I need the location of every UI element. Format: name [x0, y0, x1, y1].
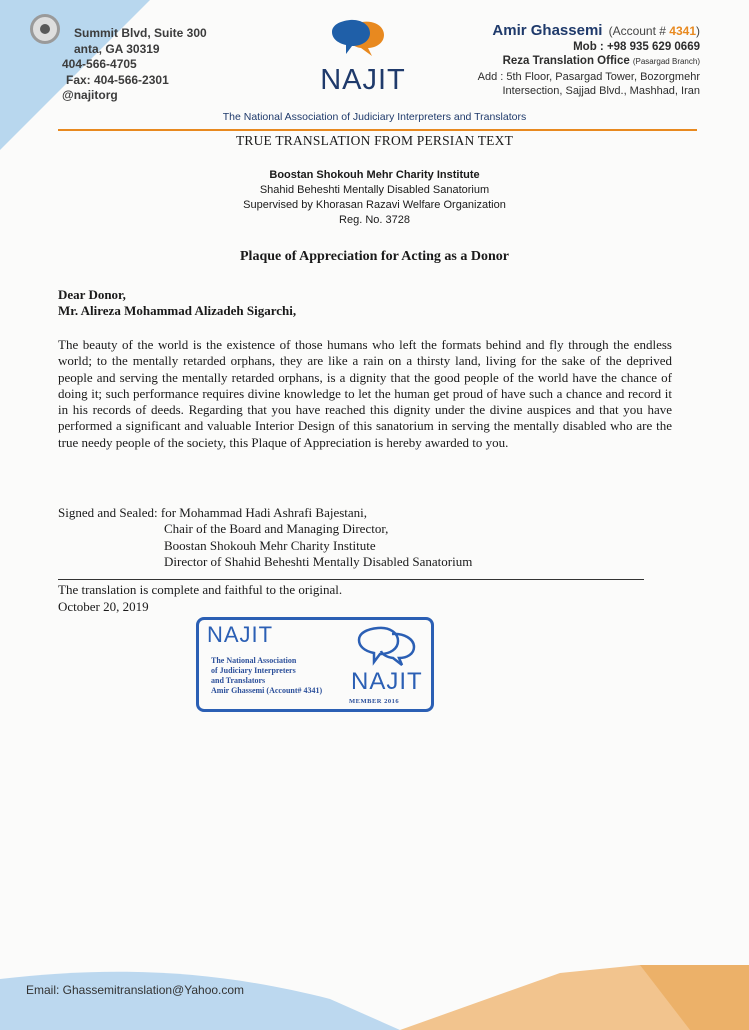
account-number: 4341	[669, 24, 696, 38]
header-divider	[58, 129, 697, 131]
document-title: Plaque of Appreciation for Acting as a Donor	[240, 249, 509, 264]
certification-block	[58, 582, 342, 615]
najit-logo	[318, 16, 408, 97]
association-name: The National Association of Judiciary Interpreters and Translators	[222, 111, 527, 123]
stamp-text	[211, 656, 322, 696]
binder-hole-icon	[30, 14, 60, 44]
account-prefix: (Account #	[608, 24, 666, 38]
signed-line: Signed and Sealed: for Mohammad Hadi Ashrafi Bajestani,	[58, 505, 368, 520]
recipient-name: Mr. Alireza Mohammad Alizadeh Sigarchi,	[58, 303, 297, 318]
institute-line: Shahid Beheshti Mentally Disabled Sanatorium	[259, 184, 490, 196]
registration-number: Reg. No. 3728	[339, 214, 410, 226]
separator-line	[58, 579, 644, 580]
account-suffix: )	[696, 24, 700, 38]
stamp-line: The National Association	[211, 656, 297, 665]
speech-bubbles-icon	[328, 16, 398, 66]
salutation: Dear Donor,	[58, 287, 126, 302]
left-address-block	[62, 26, 207, 104]
social-handle: @najitorg	[62, 88, 118, 102]
institute-line: Supervised by Khorasan Razavi Welfare Organization	[243, 199, 506, 211]
signed-line: Director of Shahid Beheshti Mentally Disabled Sanatorium	[164, 553, 473, 569]
greeting	[58, 287, 296, 319]
najit-stamp	[196, 617, 434, 712]
signed-line: Boostan Shokouh Mehr Charity Institute	[164, 537, 376, 553]
stamp-bubbles-icon	[354, 624, 420, 668]
address-line: Summit Blvd, Suite 300	[74, 26, 207, 40]
institute-name: Boostan Shokouh Mehr Charity Institute	[269, 169, 480, 181]
stamp-line: and Translators	[211, 676, 266, 685]
certification-statement: The translation is complete and faithful to the original.	[58, 582, 343, 597]
office-branch: (Pasargad Branch)	[632, 57, 700, 66]
signed-line: Chair of the Board and Managing Director,	[164, 521, 389, 537]
translator-name: Amir Ghassemi	[492, 22, 603, 39]
footer-email: Email: Ghassemitranslation@Yahoo.com	[26, 983, 245, 997]
right-address-block	[478, 24, 700, 99]
stamp-line: of Judiciary Interpreters	[211, 666, 296, 675]
office-address-line: Intersection, Sajjad Blvd., Mashhad, Iran	[502, 85, 700, 97]
mobile-line: Mob : +98 935 629 0669	[573, 40, 700, 53]
institute-block	[0, 168, 749, 228]
footer-decoration	[0, 965, 749, 1030]
fax-line: Fax: 404-566-2301	[66, 72, 169, 87]
stamp-member-year: MEMBER 2016	[349, 698, 400, 705]
phone-line: 404-566-4705	[62, 57, 137, 71]
stamp-logo-text: NAJIT	[207, 622, 274, 647]
signature-block	[58, 505, 472, 570]
stamp-logo-text: NAJIT	[351, 668, 423, 695]
address-line: anta, GA 30319	[74, 41, 160, 56]
logo-wordmark: NAJIT	[320, 64, 406, 96]
office-name: Reza Translation Office	[502, 55, 630, 67]
certification-date: October 20, 2019	[58, 598, 149, 614]
office-address-line: Add : 5th Floor, Pasargad Tower, Bozorgmehr	[477, 70, 700, 83]
body-paragraph: The beauty of the world is the existence of those humans who left the formats behind and fly through the endless world; to the mentally retarded orphans, they are like a rain on a thirsty land, living for the sake of the deprived people and serving the mentally retarded orphans, is a dignity that the good people of the world have the chance of doing it; such performance requires divine knowledge to let the human get proud of have such a chance and record it in his records of deeds. Regarding that you have reached this dignity under the divine auspices and that you have performed a significant and valuable Interior Design of this sanatorium in serving the mentally disabled who are the true needy people of the society, this Plaque of Appreciation is hereby awarded to you.	[58, 337, 672, 450]
document-heading: TRUE TRANSLATION FROM PERSIAN TEXT	[235, 133, 514, 148]
stamp-line: Amir Ghassemi (Account# 4341)	[211, 686, 323, 695]
